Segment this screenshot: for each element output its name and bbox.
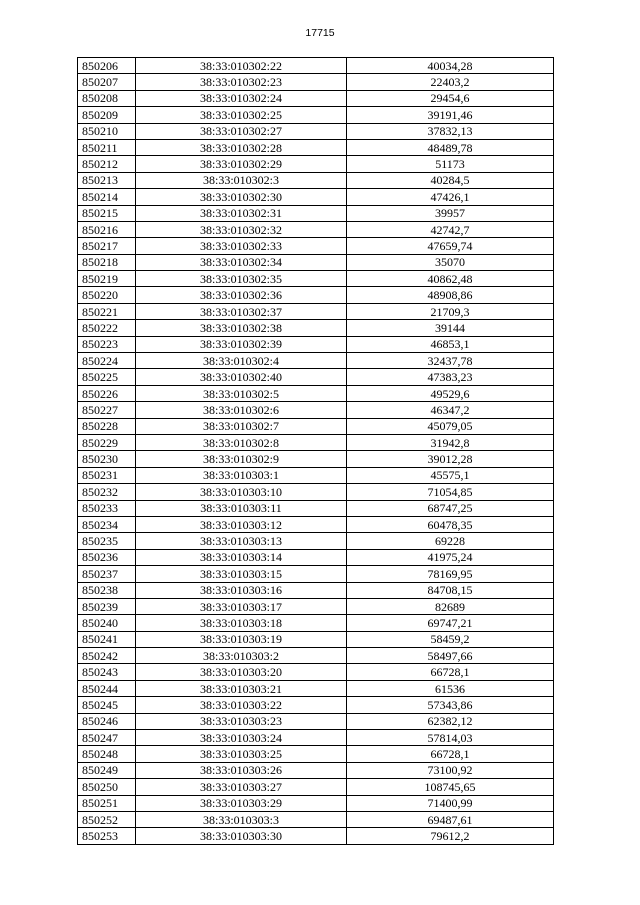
value-cell: 42742,7 bbox=[347, 221, 554, 237]
row-number-cell: 850252 bbox=[78, 811, 136, 827]
table-row bbox=[78, 434, 554, 450]
cadastral-number-cell: 38:33:010302:38 bbox=[136, 320, 347, 336]
cadastral-number-cell: 38:33:010302:25 bbox=[136, 107, 347, 123]
row-number-cell: 850240 bbox=[78, 615, 136, 631]
table-row bbox=[78, 680, 554, 696]
row-number-cell: 850251 bbox=[78, 795, 136, 811]
value-cell: 57814,03 bbox=[347, 730, 554, 746]
row-number-cell: 850244 bbox=[78, 680, 136, 696]
table-row bbox=[78, 467, 554, 483]
row-number-cell: 850232 bbox=[78, 484, 136, 500]
row-number-cell: 850241 bbox=[78, 631, 136, 647]
cadastral-number-cell: 38:33:010303:24 bbox=[136, 730, 347, 746]
value-cell: 108745,65 bbox=[347, 779, 554, 795]
table-row bbox=[78, 762, 554, 778]
table-row bbox=[78, 221, 554, 237]
value-cell: 45079,05 bbox=[347, 418, 554, 434]
table-row bbox=[78, 697, 554, 713]
table-row bbox=[78, 516, 554, 532]
value-cell: 48489,78 bbox=[347, 139, 554, 155]
cadastral-number-cell: 38:33:010302:30 bbox=[136, 189, 347, 205]
value-cell: 79612,2 bbox=[347, 828, 554, 844]
cadastral-number-cell: 38:33:010302:28 bbox=[136, 139, 347, 155]
value-cell: 58497,66 bbox=[347, 648, 554, 664]
cadastral-number-cell: 38:33:010303:11 bbox=[136, 500, 347, 516]
row-number-cell: 850247 bbox=[78, 730, 136, 746]
table-row bbox=[78, 156, 554, 172]
row-number-cell: 850223 bbox=[78, 336, 136, 352]
cadastral-number-cell: 38:33:010302:22 bbox=[136, 58, 347, 74]
cadastral-number-cell: 38:33:010302:27 bbox=[136, 123, 347, 139]
value-cell: 40034,28 bbox=[347, 58, 554, 74]
table-row bbox=[78, 451, 554, 467]
cadastral-number-cell: 38:33:010302:37 bbox=[136, 303, 347, 319]
table-row bbox=[78, 500, 554, 516]
cadastral-number-cell: 38:33:010302:9 bbox=[136, 451, 347, 467]
value-cell: 51173 bbox=[347, 156, 554, 172]
value-cell: 29454,6 bbox=[347, 90, 554, 106]
table-row bbox=[78, 582, 554, 598]
cadastral-number-cell: 38:33:010303:10 bbox=[136, 484, 347, 500]
value-cell: 47426,1 bbox=[347, 189, 554, 205]
table-body bbox=[78, 58, 554, 845]
row-number-cell: 850229 bbox=[78, 434, 136, 450]
row-number-cell: 850212 bbox=[78, 156, 136, 172]
table-row bbox=[78, 74, 554, 90]
cadastral-number-cell: 38:33:010303:2 bbox=[136, 648, 347, 664]
cadastral-number-cell: 38:33:010302:34 bbox=[136, 254, 347, 270]
value-cell: 47659,74 bbox=[347, 238, 554, 254]
value-cell: 49529,6 bbox=[347, 385, 554, 401]
row-number-cell: 850239 bbox=[78, 598, 136, 614]
cadastral-number-cell: 38:33:010302:40 bbox=[136, 369, 347, 385]
table-row bbox=[78, 254, 554, 270]
table-row bbox=[78, 746, 554, 762]
value-cell: 78169,95 bbox=[347, 566, 554, 582]
value-cell: 39012,28 bbox=[347, 451, 554, 467]
value-cell: 66728,1 bbox=[347, 746, 554, 762]
cadastral-number-cell: 38:33:010302:39 bbox=[136, 336, 347, 352]
cadastral-number-cell: 38:33:010303:21 bbox=[136, 680, 347, 696]
table-row bbox=[78, 303, 554, 319]
cadastral-number-cell: 38:33:010303:1 bbox=[136, 467, 347, 483]
table-row bbox=[78, 385, 554, 401]
table-row bbox=[78, 90, 554, 106]
row-number-cell: 850230 bbox=[78, 451, 136, 467]
row-number-cell: 850219 bbox=[78, 271, 136, 287]
value-cell: 22403,2 bbox=[347, 74, 554, 90]
row-number-cell: 850214 bbox=[78, 189, 136, 205]
value-cell: 71400,99 bbox=[347, 795, 554, 811]
row-number-cell: 850209 bbox=[78, 107, 136, 123]
row-number-cell: 850222 bbox=[78, 320, 136, 336]
cadastral-number-cell: 38:33:010302:24 bbox=[136, 90, 347, 106]
value-cell: 31942,8 bbox=[347, 434, 554, 450]
value-cell: 40284,5 bbox=[347, 172, 554, 188]
table-row bbox=[78, 730, 554, 746]
cadastral-number-cell: 38:33:010303:20 bbox=[136, 664, 347, 680]
row-number-cell: 850218 bbox=[78, 254, 136, 270]
table-row bbox=[78, 189, 554, 205]
value-cell: 71054,85 bbox=[347, 484, 554, 500]
value-cell: 84708,15 bbox=[347, 582, 554, 598]
table-row bbox=[78, 648, 554, 664]
cadastral-number-cell: 38:33:010303:18 bbox=[136, 615, 347, 631]
cadastral-number-cell: 38:33:010302:32 bbox=[136, 221, 347, 237]
value-cell: 61536 bbox=[347, 680, 554, 696]
value-cell: 69487,61 bbox=[347, 811, 554, 827]
page-number: 17715 bbox=[305, 27, 335, 39]
value-cell: 69228 bbox=[347, 533, 554, 549]
cadastral-number-cell: 38:33:010302:5 bbox=[136, 385, 347, 401]
value-cell: 60478,35 bbox=[347, 516, 554, 532]
value-cell: 32437,78 bbox=[347, 353, 554, 369]
table-row bbox=[78, 484, 554, 500]
table-row bbox=[78, 238, 554, 254]
row-number-cell: 850207 bbox=[78, 74, 136, 90]
table-row bbox=[78, 287, 554, 303]
row-number-cell: 850236 bbox=[78, 549, 136, 565]
table-row bbox=[78, 271, 554, 287]
cadastral-number-cell: 38:33:010303:27 bbox=[136, 779, 347, 795]
value-cell: 73100,92 bbox=[347, 762, 554, 778]
cadastral-number-cell: 38:33:010303:29 bbox=[136, 795, 347, 811]
value-cell: 62382,12 bbox=[347, 713, 554, 729]
table-row bbox=[78, 631, 554, 647]
row-number-cell: 850221 bbox=[78, 303, 136, 319]
value-cell: 35070 bbox=[347, 254, 554, 270]
cadastral-number-cell: 38:33:010303:26 bbox=[136, 762, 347, 778]
value-cell: 47383,23 bbox=[347, 369, 554, 385]
table-row bbox=[78, 418, 554, 434]
cadastral-number-cell: 38:33:010302:29 bbox=[136, 156, 347, 172]
row-number-cell: 850237 bbox=[78, 566, 136, 582]
value-cell: 58459,2 bbox=[347, 631, 554, 647]
cadastral-number-cell: 38:33:010302:31 bbox=[136, 205, 347, 221]
cadastral-number-cell: 38:33:010302:4 bbox=[136, 353, 347, 369]
value-cell: 66728,1 bbox=[347, 664, 554, 680]
value-cell: 57343,86 bbox=[347, 697, 554, 713]
value-cell: 37832,13 bbox=[347, 123, 554, 139]
row-number-cell: 850208 bbox=[78, 90, 136, 106]
row-number-cell: 850233 bbox=[78, 500, 136, 516]
table-row bbox=[78, 795, 554, 811]
row-number-cell: 850250 bbox=[78, 779, 136, 795]
table-row bbox=[78, 566, 554, 582]
value-cell: 40862,48 bbox=[347, 271, 554, 287]
cadastral-number-cell: 38:33:010303:17 bbox=[136, 598, 347, 614]
cadastral-number-cell: 38:33:010302:23 bbox=[136, 74, 347, 90]
row-number-cell: 850217 bbox=[78, 238, 136, 254]
value-cell: 39144 bbox=[347, 320, 554, 336]
cadastral-number-cell: 38:33:010303:23 bbox=[136, 713, 347, 729]
value-cell: 48908,86 bbox=[347, 287, 554, 303]
row-number-cell: 850206 bbox=[78, 58, 136, 74]
row-number-cell: 850234 bbox=[78, 516, 136, 532]
cadastral-number-cell: 38:33:010303:30 bbox=[136, 828, 347, 844]
table-row bbox=[78, 205, 554, 221]
row-number-cell: 850238 bbox=[78, 582, 136, 598]
cadastral-number-cell: 38:33:010303:16 bbox=[136, 582, 347, 598]
cadastral-number-cell: 38:33:010303:25 bbox=[136, 746, 347, 762]
row-number-cell: 850225 bbox=[78, 369, 136, 385]
row-number-cell: 850235 bbox=[78, 533, 136, 549]
value-cell: 39191,46 bbox=[347, 107, 554, 123]
row-number-cell: 850211 bbox=[78, 139, 136, 155]
row-number-cell: 850243 bbox=[78, 664, 136, 680]
value-cell: 46347,2 bbox=[347, 402, 554, 418]
value-cell: 69747,21 bbox=[347, 615, 554, 631]
cadastral-number-cell: 38:33:010303:12 bbox=[136, 516, 347, 532]
value-cell: 21709,3 bbox=[347, 303, 554, 319]
cadastral-number-cell: 38:33:010302:35 bbox=[136, 271, 347, 287]
table-row bbox=[78, 58, 554, 74]
row-number-cell: 850228 bbox=[78, 418, 136, 434]
row-number-cell: 850227 bbox=[78, 402, 136, 418]
row-number-cell: 850231 bbox=[78, 467, 136, 483]
table-row bbox=[78, 828, 554, 844]
cadastral-number-cell: 38:33:010302:6 bbox=[136, 402, 347, 418]
cadastral-number-cell: 38:33:010302:36 bbox=[136, 287, 347, 303]
table-row bbox=[78, 598, 554, 614]
row-number-cell: 850249 bbox=[78, 762, 136, 778]
row-number-cell: 850248 bbox=[78, 746, 136, 762]
table-row bbox=[78, 107, 554, 123]
row-number-cell: 850215 bbox=[78, 205, 136, 221]
row-number-cell: 850253 bbox=[78, 828, 136, 844]
table-row bbox=[78, 353, 554, 369]
cadastral-number-cell: 38:33:010303:15 bbox=[136, 566, 347, 582]
table-row bbox=[78, 811, 554, 827]
cadastral-number-cell: 38:33:010303:14 bbox=[136, 549, 347, 565]
row-number-cell: 850213 bbox=[78, 172, 136, 188]
cadastral-number-cell: 38:33:010302:33 bbox=[136, 238, 347, 254]
cadastral-number-cell: 38:33:010303:22 bbox=[136, 697, 347, 713]
value-cell: 68747,25 bbox=[347, 500, 554, 516]
table-row bbox=[78, 615, 554, 631]
table-row bbox=[78, 713, 554, 729]
row-number-cell: 850220 bbox=[78, 287, 136, 303]
table-row bbox=[78, 402, 554, 418]
cadastral-number-cell: 38:33:010302:8 bbox=[136, 434, 347, 450]
table-row bbox=[78, 779, 554, 795]
cadastral-number-cell: 38:33:010302:3 bbox=[136, 172, 347, 188]
cadastral-number-cell: 38:33:010303:13 bbox=[136, 533, 347, 549]
cadastral-number-cell: 38:33:010302:7 bbox=[136, 418, 347, 434]
table-row bbox=[78, 320, 554, 336]
cadastral-number-cell: 38:33:010303:19 bbox=[136, 631, 347, 647]
cadastral-number-cell: 38:33:010303:3 bbox=[136, 811, 347, 827]
table-row bbox=[78, 172, 554, 188]
cadastral-value-table bbox=[77, 57, 554, 845]
table-row bbox=[78, 664, 554, 680]
value-cell: 46853,1 bbox=[347, 336, 554, 352]
row-number-cell: 850245 bbox=[78, 697, 136, 713]
table-row bbox=[78, 549, 554, 565]
table-row bbox=[78, 533, 554, 549]
row-number-cell: 850246 bbox=[78, 713, 136, 729]
value-cell: 82689 bbox=[347, 598, 554, 614]
row-number-cell: 850226 bbox=[78, 385, 136, 401]
row-number-cell: 850216 bbox=[78, 221, 136, 237]
value-cell: 39957 bbox=[347, 205, 554, 221]
value-cell: 41975,24 bbox=[347, 549, 554, 565]
table-row bbox=[78, 139, 554, 155]
table-row bbox=[78, 369, 554, 385]
table-row bbox=[78, 123, 554, 139]
row-number-cell: 850210 bbox=[78, 123, 136, 139]
row-number-cell: 850224 bbox=[78, 353, 136, 369]
table-row bbox=[78, 336, 554, 352]
row-number-cell: 850242 bbox=[78, 648, 136, 664]
value-cell: 45575,1 bbox=[347, 467, 554, 483]
